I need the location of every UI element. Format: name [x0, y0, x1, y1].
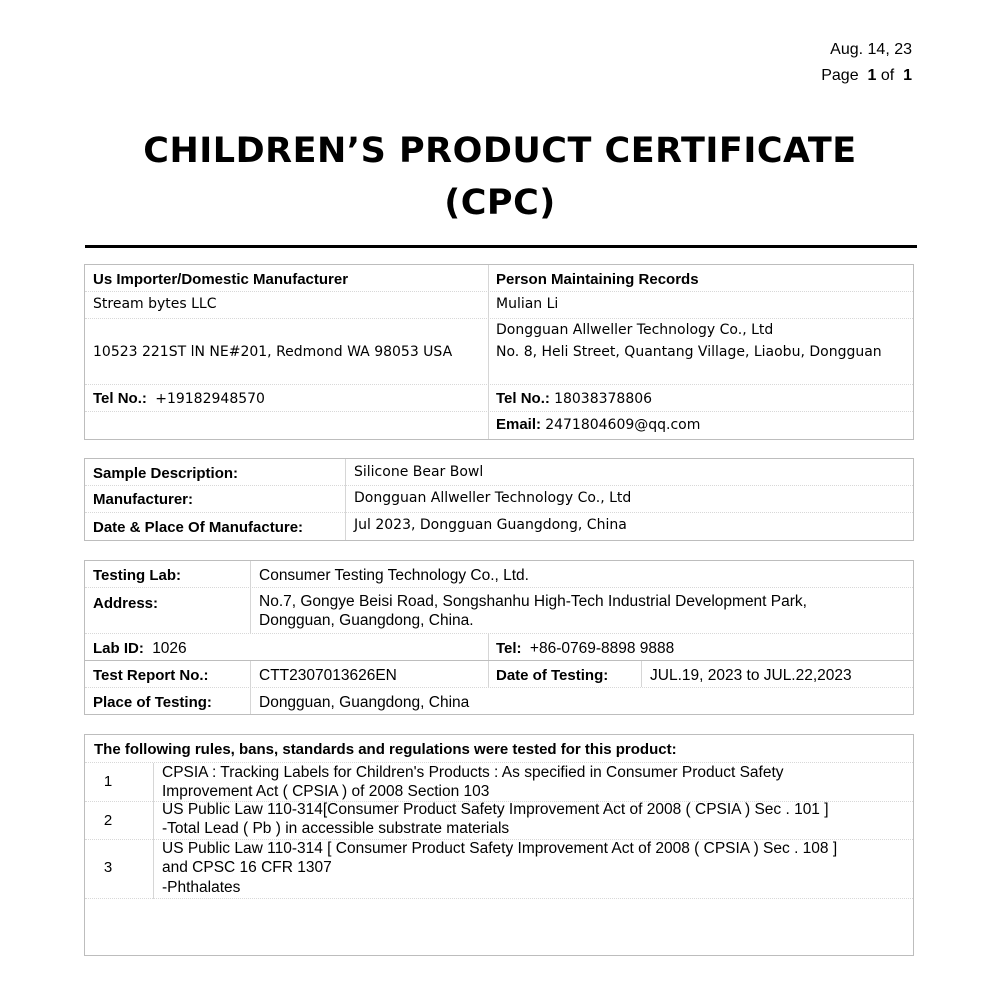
- rule-line1: CPSIA : Tracking Labels for Children's Products : As specified in Consumer Product Safety: [162, 764, 784, 781]
- records-email: [496, 416, 700, 433]
- table-row: [85, 459, 913, 486]
- sample-description-value: Silicone Bear Bowl: [354, 464, 484, 480]
- records-address: No. 8, Heli Street, Quantang Village, Liaobu, Dongguan: [496, 344, 882, 360]
- importer-address: 10523 221ST lN NE#201, Redmond WA 98053 USA: [93, 344, 453, 360]
- lab-id-label: Lab ID:: [93, 640, 144, 657]
- table-row: [85, 588, 913, 634]
- table-row: [85, 486, 913, 513]
- rules-heading: The following rules, bans, standards and regulations were tested for this product:: [94, 741, 677, 758]
- table-row: [85, 513, 913, 539]
- table-row: [85, 688, 913, 714]
- rule-number: 3: [103, 859, 113, 876]
- page-of: of: [880, 67, 895, 84]
- manufacturer-label: Manufacturer:: [93, 491, 194, 508]
- rule-item: [85, 801, 913, 840]
- lab-address-label: Address:: [93, 595, 159, 612]
- lab-tel-value: +86-0769-8898 9888: [529, 640, 675, 657]
- table-row: [85, 319, 913, 384]
- rule-line1: US Public Law 110-314 [ Consumer Product Safety Improvement Act of 2008 ( CPSIA ) Sec . 108 ]: [162, 840, 838, 857]
- lab-id: [93, 640, 187, 658]
- records-company: Dongguan Allweller Technology Co., Ltd: [496, 322, 774, 338]
- importer-tel-label: Tel No.:: [93, 390, 147, 407]
- table-row: [85, 384, 913, 412]
- rule-line2: Improvement Act ( CPSIA ) of 2008 Section 103: [162, 783, 490, 800]
- table-row: [85, 292, 913, 319]
- testing-lab-table: [84, 560, 914, 715]
- certificate-title: CHILDREN’S PRODUCT CERTIFICATE: [143, 131, 857, 171]
- rule-line2: -Total Lead ( Pb ) in accessible substrate materials: [162, 820, 510, 837]
- document-date: Aug. 14, 23: [830, 41, 912, 58]
- table-row: [85, 561, 913, 588]
- lab-address-line1: No.7, Gongye Beisi Road, Songshanhu High-Tech Industrial Development Park,: [259, 593, 807, 610]
- sample-description-label: Sample Description:: [93, 465, 239, 482]
- importer-heading: Us Importer/Domestic Manufacturer: [93, 271, 349, 288]
- rule-line3: -Phthalates: [162, 879, 241, 896]
- date-of-testing-label: Date of Testing:: [496, 667, 609, 684]
- importer-records-table: [84, 264, 914, 440]
- page-label: Page: [821, 67, 859, 84]
- page-indicator: [821, 67, 912, 85]
- page-total: 1: [903, 67, 912, 84]
- records-tel-value: 18038378806: [554, 391, 653, 407]
- lab-tel-label: Tel:: [496, 640, 522, 657]
- manufacture-date-label: Date & Place Of Manufacture:: [93, 519, 304, 536]
- certificate-subtitle: (CPC): [444, 183, 556, 223]
- importer-tel: [93, 390, 265, 407]
- rules-table: [84, 734, 914, 956]
- rule-number: 2: [103, 812, 113, 829]
- manufacture-date-value: Jul 2023, Dongguan Guangdong, China: [354, 517, 627, 533]
- records-tel: [496, 390, 652, 407]
- test-report-value: CTT2307013626EN: [259, 667, 397, 684]
- lab-tel: [496, 640, 674, 658]
- rule-line1: US Public Law 110-314[Consumer Product Safety Improvement Act of 2008 ( CPSIA ) Sec . 101 ]: [162, 801, 829, 818]
- place-of-testing-label: Place of Testing:: [93, 694, 212, 711]
- rule-number: 1: [103, 773, 113, 790]
- sample-table: [84, 458, 914, 541]
- manufacturer-value: Dongguan Allweller Technology Co., Ltd: [354, 490, 632, 506]
- table-row: [85, 661, 913, 688]
- table-row: [85, 634, 913, 661]
- test-report-label: Test Report No.:: [93, 667, 209, 684]
- page-current: 1: [867, 67, 877, 84]
- rule-item: [85, 762, 913, 802]
- importer-tel-value: +19182948570: [155, 391, 265, 407]
- place-of-testing-value: Dongguan, Guangdong, China: [259, 694, 470, 711]
- lab-id-value: 1026: [152, 640, 187, 657]
- lab-address-line2: Dongguan, Guangdong, China.: [259, 612, 474, 629]
- records-email-label: Email:: [496, 416, 542, 433]
- records-email-value: 2471804609@qq.com: [545, 417, 701, 433]
- table-row: [85, 265, 913, 292]
- rule-item: [85, 840, 913, 899]
- title-divider: [85, 245, 917, 248]
- importer-name: Stream bytes LLC: [93, 296, 217, 312]
- table-row: [85, 412, 913, 438]
- records-tel-label: Tel No.:: [496, 390, 550, 407]
- records-name: Mulian Li: [496, 296, 559, 312]
- date-of-testing-value: JUL.19, 2023 to JUL.22,2023: [650, 667, 852, 684]
- records-heading: Person Maintaining Records: [496, 271, 699, 288]
- testing-lab-label: Testing Lab:: [93, 567, 182, 584]
- rule-line2: and CPSC 16 CFR 1307: [162, 859, 332, 876]
- testing-lab-value: Consumer Testing Technology Co., Ltd.: [259, 567, 529, 584]
